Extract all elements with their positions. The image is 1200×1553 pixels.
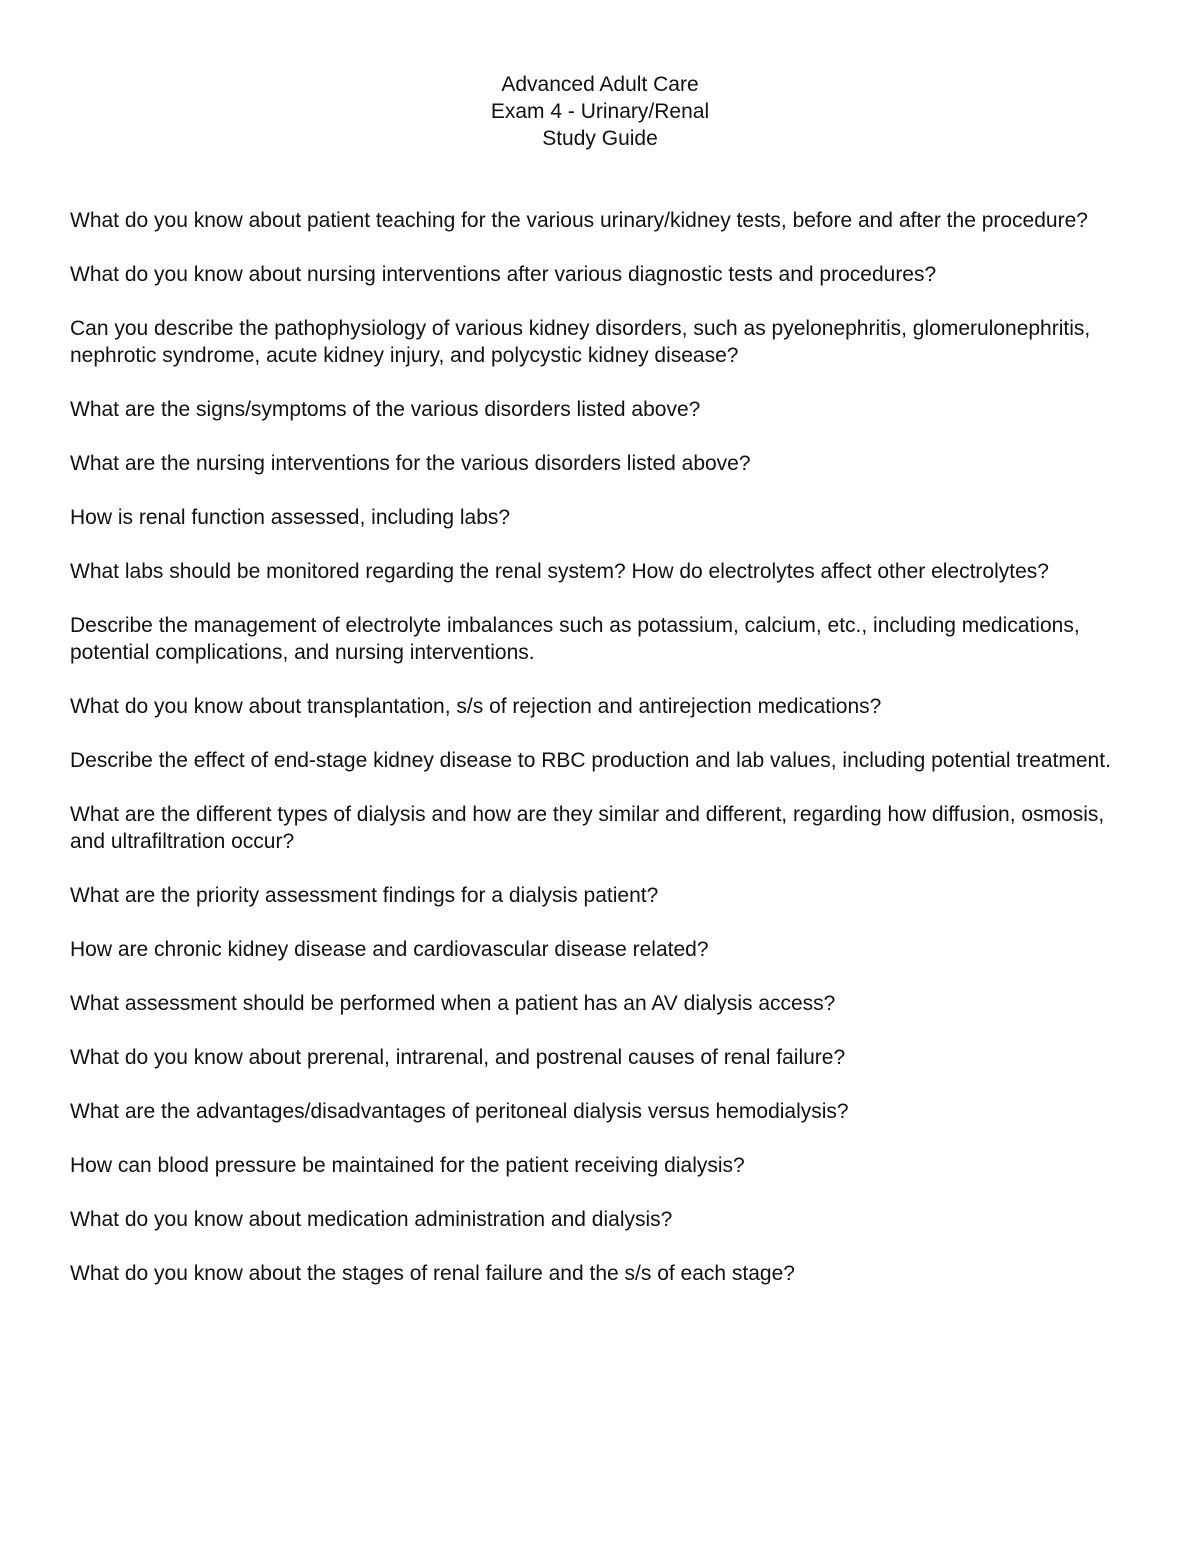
question-item: What are the different types of dialysis and how are they similar and different, regarding how diffusion, osmosis, and ultrafiltration occur? [70,803,1105,853]
question-item: What are the advantages/disadvantages of peritoneal dialysis versus hemodialysis? [70,1100,849,1123]
exam-title: Exam 4 - Urinary/Renal [490,100,710,123]
question-item: Describe the effect of end-stage kidney disease to RBC production and lab values, including potential treatment. [70,749,1111,772]
question-item: What do you know about patient teaching for the various urinary/kidney tests, before and after the procedure? [70,209,1088,232]
question-list [70,207,1140,1314]
question-item: How are chronic kidney disease and cardiovascular disease related? [70,938,709,961]
question-item: What do you know about medication administration and dialysis? [70,1208,673,1231]
question-item: What do you know about transplantation, s/s of rejection and antirejection medications? [70,695,882,718]
question-item: What assessment should be performed when a patient has an AV dialysis access? [70,992,836,1015]
document-header [0,71,1200,152]
question-item: What are the priority assessment findings for a dialysis patient? [70,884,659,907]
question-item: Can you describe the pathophysiology of various kidney disorders, such as pyelonephritis, glomerulonephritis, nephrotic syndrome, acute kidney injury, and polycystic kidney disease? [70,317,1091,367]
question-item: What labs should be monitored regarding the renal system? How do electrolytes affect other electrolytes? [70,560,1049,583]
question-item: Describe the management of electrolyte imbalances such as potassium, calcium, etc., including medications, potential complications, and nursing interventions. [70,614,1080,664]
question-item: What do you know about nursing interventions after various diagnostic tests and procedures? [70,263,937,286]
question-item: What do you know about the stages of renal failure and the s/s of each stage? [70,1262,795,1285]
guide-title: Study Guide [542,127,658,150]
question-item: What do you know about prerenal, intrarenal, and postrenal causes of renal failure? [70,1046,846,1069]
question-item: How can blood pressure be maintained for the patient receiving dialysis? [70,1154,745,1177]
question-item: How is renal function assessed, including labs? [70,506,511,529]
question-item: What are the nursing interventions for the various disorders listed above? [70,452,751,475]
course-title: Advanced Adult Care [501,73,699,96]
question-item: What are the signs/symptoms of the various disorders listed above? [70,398,701,421]
